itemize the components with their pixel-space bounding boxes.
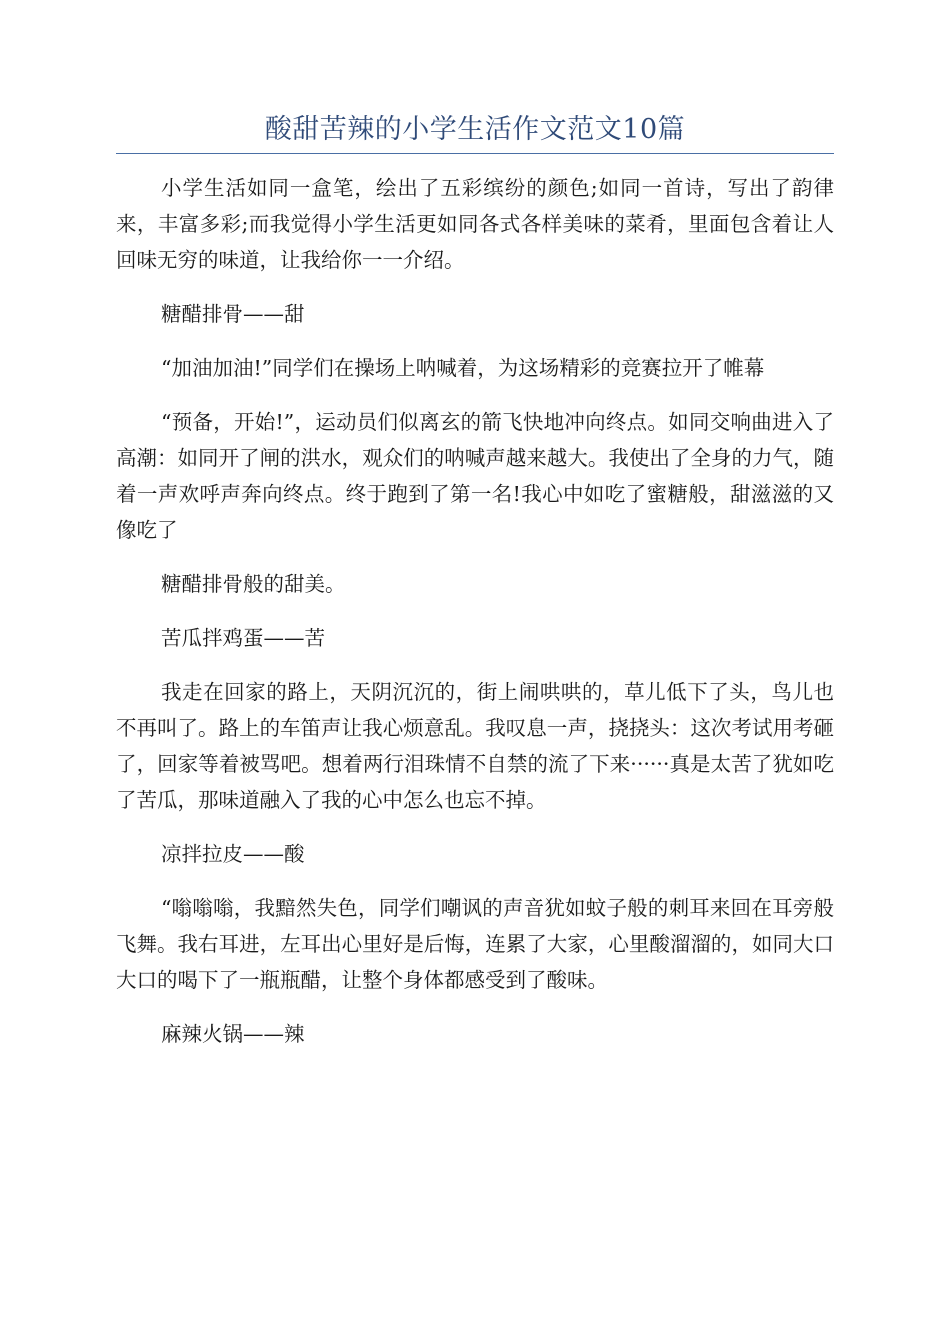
title-underline bbox=[116, 153, 834, 154]
paragraph-sour: “嗡嗡嗡，我黯然失色，同学们嘲讽的声音犹如蚊子般的刺耳来回在耳旁般飞舞。我右耳进，左耳出心里好是后悔，连累了大家，心里酸溜溜的，如同大口大口的喝下了一瓶瓶醋，让整个身体都感受到了酸味。 bbox=[116, 896, 834, 992]
paragraph-intro: 小学生活如同一盒笔，绘出了五彩缤纷的颜色;如同一首诗，写出了韵律来，丰富多彩;而我觉得小学生活更如同各式各样美味的菜肴，里面包含着让人回味无穷的味道，让我给你一一介绍。 bbox=[116, 176, 834, 272]
section-heading-bitter: 苦瓜拌鸡蛋——苦 bbox=[161, 626, 325, 650]
section-heading-sour: 凉拌拉皮——酸 bbox=[161, 842, 305, 866]
paragraph-bitter: 我走在回家的路上，天阴沉沉的，街上闹哄哄的，草儿低下了头，鸟儿也不再叫了。路上的车笛声让我心烦意乱。我叹息一声，挠挠头：这次考试用考砸了，回家等着被骂吧。想着两行泪珠情不自禁的流了下来······真是太苦了犹如吃了苦瓜，那味道融入了我的心中怎么也忘不掉。 bbox=[116, 680, 834, 812]
paragraph-sweet-2: “预备，开始!”，运动员们似离玄的箭飞快地冲向终点。如同交响曲进入了高潮：如同开了闸的洪水，观众们的呐喊声越来越大。我使出了全身的力气，随着一声欢呼声奔向终点。终于跑到了第一名!我心中如吃了蜜糖般，甜滋滋的又像吃了 bbox=[116, 410, 834, 542]
paragraph-sweet-3: 糖醋排骨般的甜美。 bbox=[161, 572, 346, 596]
section-heading-spicy: 麻辣火锅——辣 bbox=[161, 1022, 305, 1046]
document-title: 酸甜苦辣的小学生活作文范文10篇 bbox=[264, 114, 686, 145]
paragraph-sweet-1: “加油加油!”同学们在操场上呐喊着，为这场精彩的竞赛拉开了帷幕 bbox=[161, 356, 765, 380]
document-body bbox=[116, 170, 834, 1070]
section-heading-sweet: 糖醋排骨——甜 bbox=[161, 302, 305, 326]
